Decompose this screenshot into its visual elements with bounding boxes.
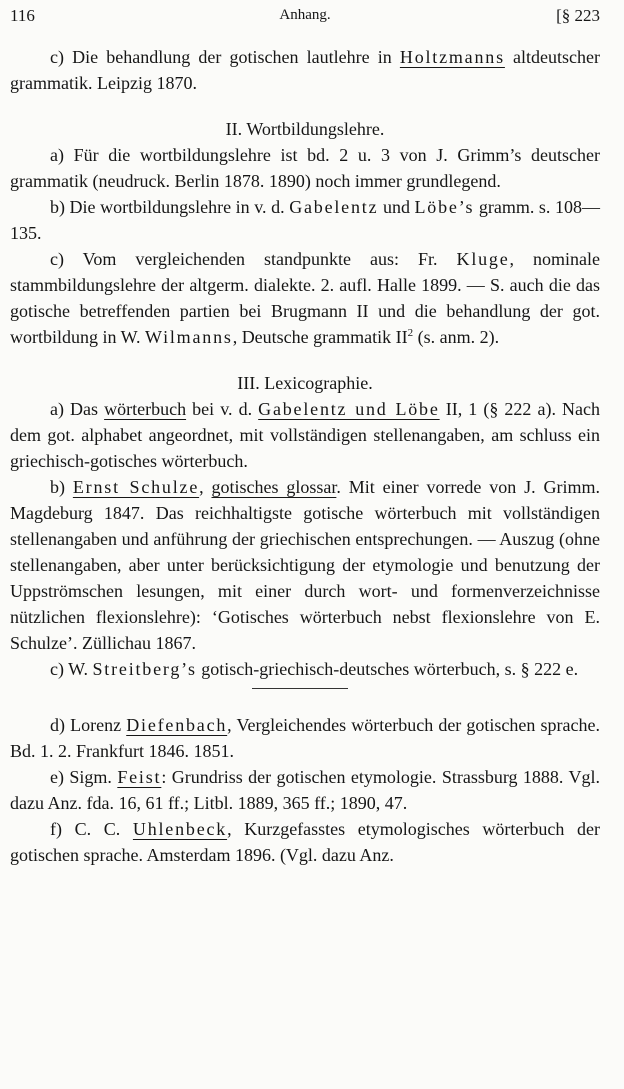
reference-woerterbuch: wörterbuch <box>104 399 187 419</box>
paragraph-lx-d <box>10 712 600 764</box>
text: gramm. s. 108—135. <box>10 197 601 243</box>
reference-gabelentz-loebe: Gabelentz und Löbe <box>258 399 440 419</box>
author-gabelentz: Gabelentz <box>289 197 379 217</box>
author-uhlenbeck: Uhlenbeck <box>132 819 228 839</box>
text: . Mit einer vorrede von J. Grimm. Magdeburg 1847. Das reichhaltigste gotische wörterbuch mit vollständigen stellenangaben und anführung der griechischen entsprechungen. — Auszug (ohne stellenangaben, aber unter berücksichtigung der etymologie und benutzung der Uppströmschen lesungen, mit einer durch wort- und formenverzeichnisse nützlichen flexionslehre): ‘Gotisches wörterbuch nebst flexionslehre von E. Schulze’. Züllichau 1867. <box>10 477 601 653</box>
text: a) Das <box>50 399 105 419</box>
text: f) C. C. <box>50 819 133 839</box>
text: altdeutscher grammatik. Leipzig 1870. <box>10 47 600 93</box>
heading-lexicographie: III. Lexicographie. <box>237 373 373 393</box>
text: , Vergleichendes wörterbuch der gotischen sprache. Bd. 1. 2. Frankfurt 1846. 1851. <box>10 715 600 761</box>
text: und <box>378 197 415 217</box>
author-kluge: Kluge <box>456 249 510 269</box>
edition-superscript: 2 <box>407 327 414 339</box>
author-feist: Feist <box>117 767 162 787</box>
paragraph-wb-c <box>10 246 600 350</box>
text: , nominale stammbildungslehre der altgerm. dialekte. 2. aufl. Halle 1899. — S. auch die das gotische betreffenden partien bei Brugmann II und die behandlung der got. wortbildung in W. <box>10 249 601 347</box>
text: II, 1 (§ 222 a). Nach dem got. alphabet angeordnet, mit vollständigen stellenangaben, am schluss ein griechisch-gotisches wörterbuch. <box>10 399 600 471</box>
running-title: Anhang. <box>279 7 331 23</box>
text: d) Lorenz <box>50 715 127 735</box>
author-diefenbach: Diefenbach <box>126 715 228 735</box>
paragraph-lx-a <box>10 396 600 474</box>
author-ernst-schulze: Ernst Schulze <box>72 477 200 497</box>
text: , Kurzgefasstes etymologisches wörterbuch der gotischen sprache. Amsterdam 1896. (Vgl. dazu Anz. <box>10 819 600 865</box>
section-divider <box>10 682 600 712</box>
paragraph-lx-e <box>10 764 600 816</box>
text: e) Sigm. <box>50 767 118 787</box>
author-wilmanns: Wilmanns <box>145 327 233 347</box>
text: c) W. <box>50 659 93 679</box>
author-streitberg: Streitberg’s <box>92 659 197 679</box>
running-header <box>10 6 600 28</box>
text: gotisch-griechisch-deutsches wörterbuch, s. § 222 e. <box>196 659 579 679</box>
text: (s. anm. 2). <box>413 327 500 347</box>
title-gotisches-glossar: gotisches glossar <box>211 477 337 497</box>
text: c) Die behandlung der gotischen lautlehre in <box>50 47 400 67</box>
heading-wortbildungslehre: II. Wortbildungslehre. <box>225 119 385 139</box>
text: bei v. d. <box>186 399 259 419</box>
text: c) Vom vergleichenden standpunkte aus: Fr. <box>50 249 457 269</box>
paragraph-wb-b <box>10 194 600 246</box>
section-reference: [§ 223 <box>556 6 600 25</box>
page-number: 116 <box>10 6 35 25</box>
paragraph-holtzmann <box>10 44 600 96</box>
paragraph-wb-a: a) Für die wortbildungslehre ist bd. 2 u. 3 von J. Grimm’s deutscher grammatik (neudruck. Berlin 1878. 1890) noch immer grundlegend. <box>10 145 600 191</box>
text: , <box>199 477 212 497</box>
paragraph-lx-c <box>10 656 600 682</box>
author-loebe: Löbe’s <box>414 197 475 217</box>
page-body <box>10 44 600 868</box>
paragraph-lx-b <box>10 474 600 656</box>
text: , Deutsche grammatik II <box>232 327 408 347</box>
text: : Grundriss der gotischen etymologie. Strassburg 1888. Vgl. dazu Anz. fda. 16, 61 ff.; Litbl. 1889, 365 ff.; 1890, 47. <box>10 767 600 813</box>
text: b) Die wortbildungslehre in v. d. <box>50 197 290 217</box>
text: b) <box>50 477 73 497</box>
author-holtzmann: Holtzmanns <box>399 47 505 67</box>
paragraph-lx-f <box>10 816 600 868</box>
